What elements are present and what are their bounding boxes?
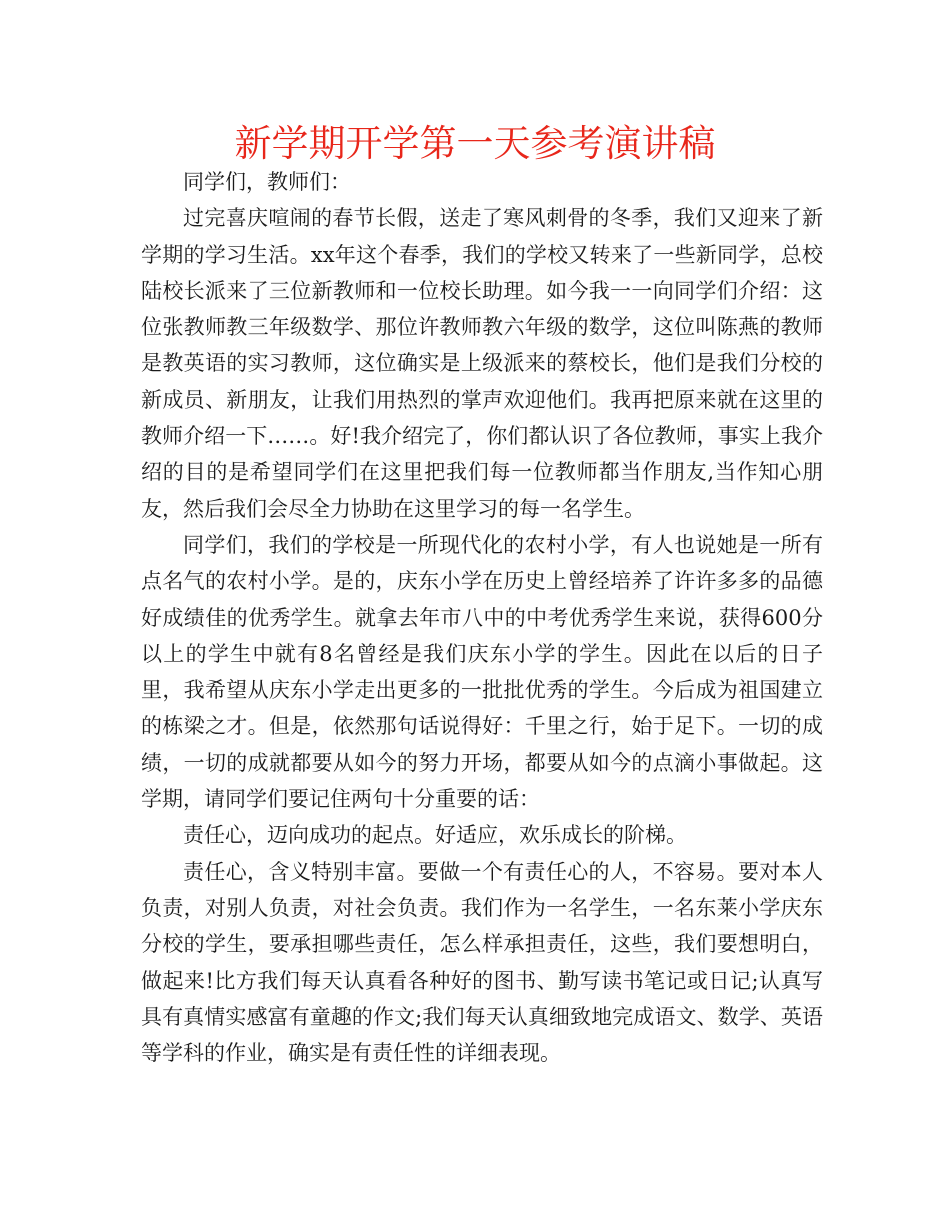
paragraph: 同学们，我们的学校是一所现代化的农村小学，有人也说她是一所有点名气的农村小学。是的，庆东小学在历史上曾经培养了许许多多的品德好成绩佳的优秀学生。就拿去年市八中的中考优秀学生来说，获得600分以上的学生中就有8名曾经是我们庆东小学的学生。因此在以后的日子里，我希望从庆东小学走出更多的一批批优秀的学生。今后成为祖国建立的栋梁之才。但是，依然那句话说得好：千里之行，始于足下。一切的成绩，一切的成就都要从如今的努力开场，都要从如今的点滴小事做起。这学期，请同学们要记住两句十分重要的话： <box>141 532 823 812</box>
paragraph: 责任心，含义特别丰富。要做一个有责任心的人，不容易。要对本人负责，对别人负责，对社会负责。我们作为一名学生，一名东莱小学庆东分校的学生，要承担哪些责任，怎么样承担责任，这些，我们要想明白，做起来!比方我们每天认真看各种好的图书、勤写读书笔记或日记;认真写具有真情实感富有童趣的作文;我们每天认真细致地完成语文、数学、英语等学科的作业，确实是有责任性的详细表现。 <box>141 859 823 1066</box>
paragraph: 责任心，迈向成功的起点。好适应，欢乐成长的阶梯。 <box>183 823 687 848</box>
paragraph: 过完喜庆喧闹的春节长假，送走了寒风刺骨的冬季，我们又迎来了新学期的学习生活。xx年这个春季，我们的学校又转来了一些新同学，总校陆校长派来了三位新教师和一位校长助理。如今我一一向同学们介绍：这位张教师教三年级数学、那位许教师教六年级的数学，这位叫陈燕的教师是教英语的实习教师，这位确实是上级派来的蔡校长，他们是我们分校的新成员、新朋友，让我们用热烈的掌声欢迎他们。我再把原来就在这里的教师介绍一下……。好!我介绍完了，你们都认识了各位教师，事实上我介绍的目的是希望同学们在这里把我们每一位教师都当作朋友,当作知心朋友，然后我们会尽全力协助在这里学习的每一名学生。 <box>141 206 823 521</box>
document-title: 新学期开学第一天参考演讲稿 <box>234 122 716 165</box>
document-body <box>141 164 823 1071</box>
paragraph-greeting: 同学们，教师们： <box>183 170 351 194</box>
